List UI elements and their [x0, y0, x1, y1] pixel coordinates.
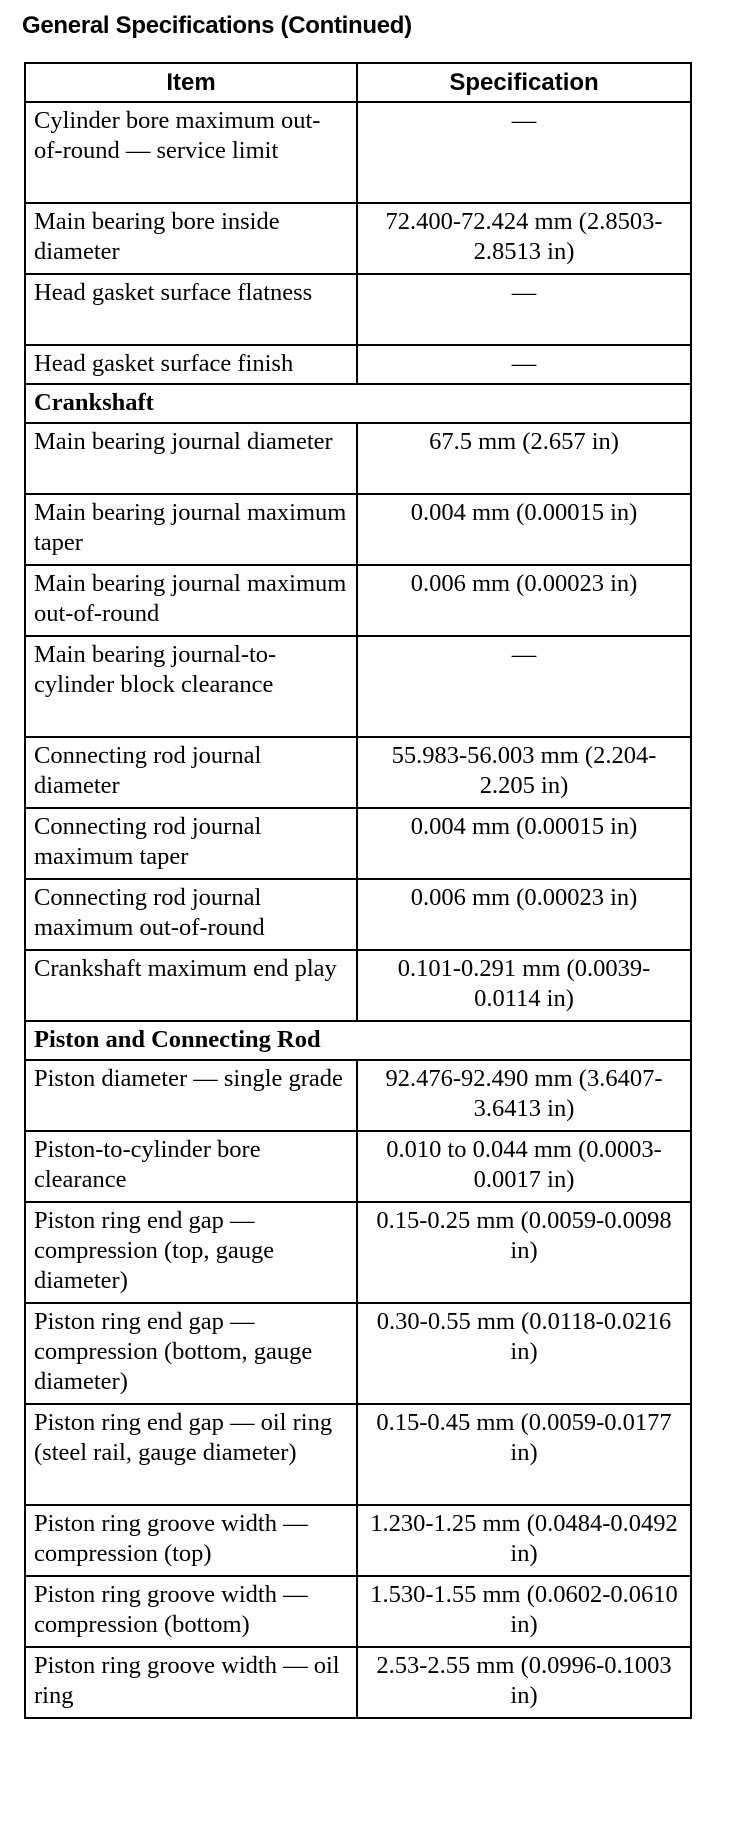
- table-row: [25, 494, 691, 565]
- page-title: General Specifications (Continued): [22, 12, 412, 39]
- item-cell: Connecting rod journal maximum taper: [25, 808, 357, 879]
- table-row: [25, 808, 691, 879]
- item-cell: Piston ring groove width — compression (bottom): [25, 1576, 357, 1647]
- table-row: [25, 102, 691, 203]
- specifications-table: [24, 62, 692, 1719]
- table-row: [25, 950, 691, 1021]
- item-cell: Cylinder bore maximum out-of-round — service limit: [25, 102, 357, 203]
- section-row: [25, 1021, 691, 1060]
- table-row: [25, 1202, 691, 1303]
- specification-cell: 1.530-1.55 mm (0.0602-0.0610 in): [357, 1576, 691, 1647]
- item-cell: Piston ring groove width — compression (top): [25, 1505, 357, 1576]
- specification-cell: 0.004 mm (0.00015 in): [357, 808, 691, 879]
- specification-cell: —: [357, 636, 691, 737]
- specification-cell: —: [357, 274, 691, 345]
- item-cell: Head gasket surface flatness: [25, 274, 357, 345]
- table-row: [25, 1404, 691, 1505]
- item-cell: Connecting rod journal maximum out-of-round: [25, 879, 357, 950]
- item-cell: Crankshaft maximum end play: [25, 950, 357, 1021]
- table-row: [25, 1647, 691, 1718]
- section-heading: Piston and Connecting Rod: [25, 1021, 691, 1060]
- item-cell: Head gasket surface finish: [25, 345, 357, 384]
- specification-cell: 72.400-72.424 mm (2.8503-2.8513 in): [357, 203, 691, 274]
- table-row: [25, 1060, 691, 1131]
- specification-cell: 92.476-92.490 mm (3.6407-3.6413 in): [357, 1060, 691, 1131]
- table-row: [25, 737, 691, 808]
- table-header: [25, 63, 691, 102]
- specification-cell: 0.006 mm (0.00023 in): [357, 879, 691, 950]
- column-header-item: Item: [25, 63, 357, 102]
- item-cell: Piston-to-cylinder bore clearance: [25, 1131, 357, 1202]
- section-heading: Crankshaft: [25, 384, 691, 423]
- item-cell: Connecting rod journal diameter: [25, 737, 357, 808]
- table-row: [25, 636, 691, 737]
- specification-cell: 55.983-56.003 mm (2.204-2.205 in): [357, 737, 691, 808]
- item-cell: Main bearing journal maximum out-of-round: [25, 565, 357, 636]
- item-cell: Piston ring end gap — compression (bottom, gauge diameter): [25, 1303, 357, 1404]
- specification-cell: 0.004 mm (0.00015 in): [357, 494, 691, 565]
- table-row: [25, 879, 691, 950]
- specification-cell: 1.230-1.25 mm (0.0484-0.0492 in): [357, 1505, 691, 1576]
- table-row: [25, 565, 691, 636]
- specification-cell: 0.101-0.291 mm (0.0039-0.0114 in): [357, 950, 691, 1021]
- specification-cell: 0.006 mm (0.00023 in): [357, 565, 691, 636]
- specification-cell: 0.15-0.45 mm (0.0059-0.0177 in): [357, 1404, 691, 1505]
- table-row: [25, 423, 691, 494]
- item-cell: Piston ring groove width — oil ring: [25, 1647, 357, 1718]
- item-cell: Main bearing journal maximum taper: [25, 494, 357, 565]
- specification-cell: 67.5 mm (2.657 in): [357, 423, 691, 494]
- table-row: [25, 1505, 691, 1576]
- specification-cell: —: [357, 102, 691, 203]
- specification-cell: 0.15-0.25 mm (0.0059-0.0098 in): [357, 1202, 691, 1303]
- item-cell: Piston ring end gap — compression (top, gauge diameter): [25, 1202, 357, 1303]
- section-row: [25, 384, 691, 423]
- table-row: [25, 345, 691, 384]
- table-row: [25, 1576, 691, 1647]
- specification-cell: 0.010 to 0.044 mm (0.0003-0.0017 in): [357, 1131, 691, 1202]
- item-cell: Piston diameter — single grade: [25, 1060, 357, 1131]
- specification-cell: 2.53-2.55 mm (0.0996-0.1003 in): [357, 1647, 691, 1718]
- specification-cell: 0.30-0.55 mm (0.0118-0.0216 in): [357, 1303, 691, 1404]
- table-row: [25, 1303, 691, 1404]
- specification-cell: —: [357, 345, 691, 384]
- item-cell: Main bearing journal diameter: [25, 423, 357, 494]
- item-cell: Main bearing journal-to-cylinder block clearance: [25, 636, 357, 737]
- item-cell: Piston ring end gap — oil ring (steel rail, gauge diameter): [25, 1404, 357, 1505]
- table-row: [25, 203, 691, 274]
- column-header-specification: Specification: [357, 63, 691, 102]
- table-row: [25, 274, 691, 345]
- table-row: [25, 1131, 691, 1202]
- item-cell: Main bearing bore inside diameter: [25, 203, 357, 274]
